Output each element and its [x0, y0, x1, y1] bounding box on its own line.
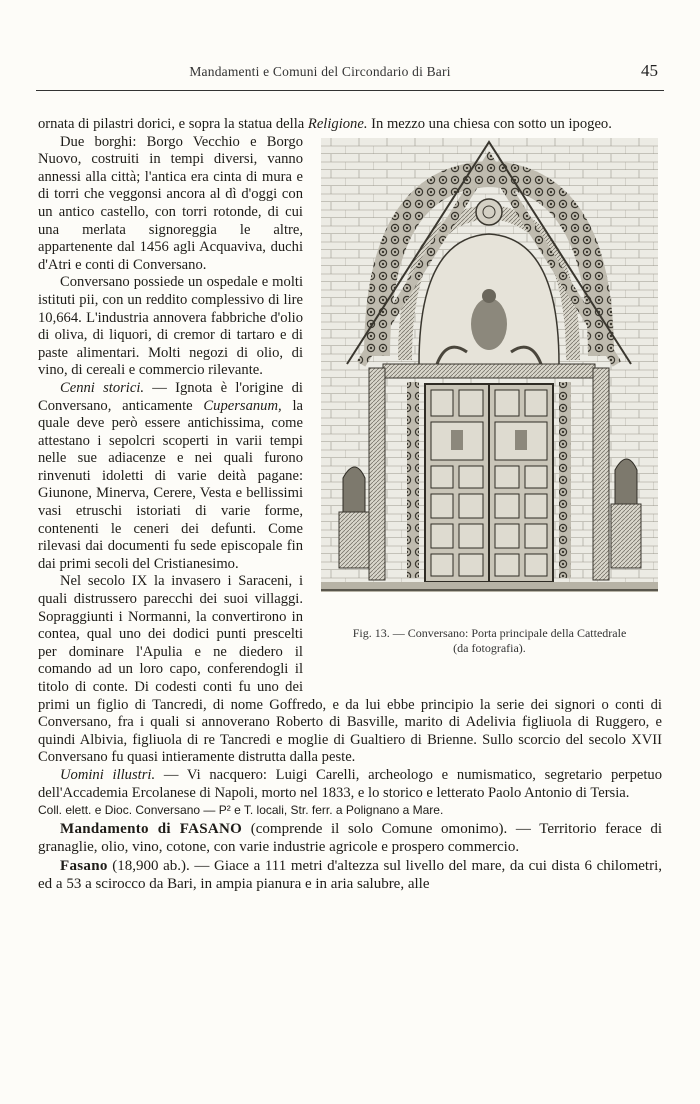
- p1-end: In mezzo una chiesa con sotto un ipogeo.: [371, 116, 612, 132]
- p1-text: ornata di pilastri dorici, e sopra la statua della: [38, 116, 305, 132]
- uomini-illustri-label: Uomini illustri.: [60, 766, 156, 783]
- fasano-heading: Mandamento di FASANO: [60, 820, 243, 837]
- collegio-note: Coll. elett. e Dioc. Conversano — P² e T. locali, Str. ferr. a Polignano a Mare.: [38, 803, 444, 818]
- cupersanum-italic: Cupersanum,: [203, 397, 282, 414]
- fasano-heading-rest: (comprende il solo Comune omonimo). — Territorio ferace di granaglie, olio, vino, cotone, con varie industrie agricole e prospero commercio.: [38, 820, 663, 856]
- fasano-comune-heading: Fasano: [60, 857, 108, 874]
- paragraph-6: [38, 767, 662, 802]
- paragraph-1: [38, 116, 662, 134]
- p4-text-b: la quale deve però essere antichissima, come attestano i sepolcri scoperti in varii tempi nelle sue adiacenze e nei quali furono rinvenuti idoletti di varie deità pagane: Giunone, Minerva, Cerere, Vesta e bellissimi vasi etruschi istoriati di varie forme, contenenti le ceneri dei defunti. Come rilevasi dai documenti fu sede episcopale fin dai primi secoli del Cristianesimo.: [38, 397, 303, 572]
- header-rule: [36, 90, 664, 91]
- paragraph-5: Nel secolo IX la invasero i Saraceni, i quali distrussero parecchi dei suoi villaggi. Sopraggiunti i Normanni, la convertirono in contea, qual uno dei dodici punti prescelti per dominare l'Apulia e ne diedero il comando ad un loro capo, conferendogli il titolo di conte. Di codesti conti fu uno dei primi un figlio di Tancredi, di nome Goffredo, e da lui ebbe principio la serie dei signori o conti di Conversano, fra i quali si annoverano Roberto di Basville, marito di Adelivia figliuola di Ruggero, e quindi Albivia, figliuola di re Tancredi e moglie di Gualtiero di Brienne. Sullo scorcio del secolo XVII Conversano fu quasi intieramente distrutta dalla peste.: [38, 573, 662, 766]
- p6-text: — Vi nacquero: Luigi Carelli, archeologo e numismatico, segretario perpetuo dell'Accademia Ercolanese di Napoli, morto nel 1833, e lo storico e letterato Paolo Antonio di Tersia.: [38, 766, 662, 801]
- p1-italic: Religione.: [307, 116, 368, 132]
- figure-13: [317, 138, 662, 686]
- fasano-comune-text: (18,900 ab.). — Giace a 111 metri d'altezza sul livello del mare, da cui dista 6 chilometri, ed a 53 a scirocco da Bari, in ampia pianura e in aria salubre, alle: [38, 857, 662, 893]
- paragraph-2: Due borghi: Borgo Vecchio e Borgo Nuovo, costruiti in tempi diversi, vanno annessi alla città; l'antica era cinta di mura e di torri che veggonsi ancora al dì d'oggi con un antico castello, con torri rotonde, di cui una merlata signoreggia le altre, appartenente dal 1456 agli Acquaviva, duchi d'Atri e conti di Conversano.: [38, 133, 303, 273]
- fasano-mandamento: [38, 820, 662, 857]
- figure-caption: [317, 626, 662, 656]
- cathedral-portal-illustration: [317, 138, 662, 618]
- p4-text-a: — Ignota è l'origine di Conversano, anticamente: [38, 379, 303, 414]
- caption-line-2: (da fotografia).: [453, 640, 526, 655]
- fasano-comune: [38, 857, 662, 894]
- cenni-storici-label: Cenni storici.: [60, 379, 145, 396]
- running-title: Mandamenti e Comuni del Circondario di Bari: [189, 64, 451, 79]
- caption-line-1: Fig. 13. — Conversano: Porta principale della Cattedrale: [352, 625, 627, 640]
- page-header: [38, 61, 662, 88]
- paragraph-3: Conversano possiede un ospedale e molti istituti pii, con un reddito complessivo di lire 10,664. L'industria annovera fabbriche d'olio di oliva, di liquori, di cremor di tartaro e di paste alimentari. Molti negozi di olio, di vino, di cereali e commercio rilevante.: [38, 274, 303, 379]
- page-number: 45: [641, 61, 658, 80]
- body-text: [38, 116, 662, 894]
- figure-wrap-area: [38, 134, 662, 767]
